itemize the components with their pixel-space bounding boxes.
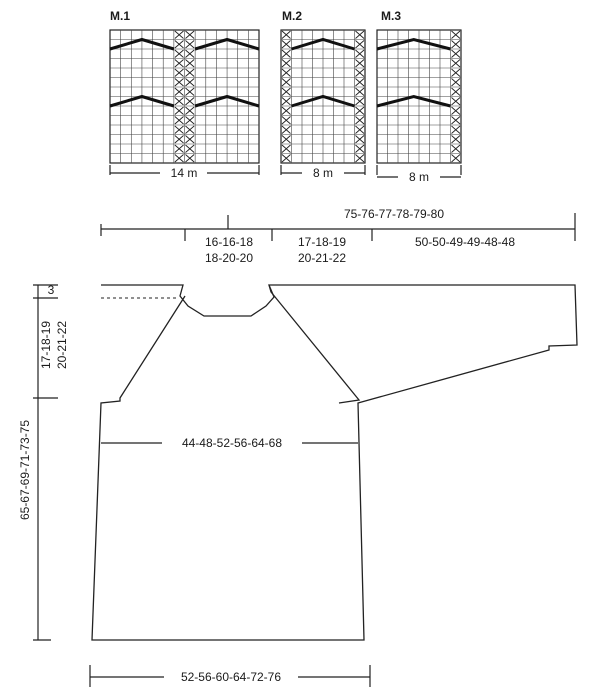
cross-cell bbox=[186, 41, 195, 49]
chart-m1-width-dimension bbox=[110, 165, 259, 180]
cross-cell bbox=[282, 41, 291, 49]
cross-cell bbox=[175, 79, 184, 87]
cross-cell bbox=[282, 145, 291, 153]
cross-cell bbox=[175, 50, 184, 58]
cross-cell bbox=[186, 155, 195, 163]
cross-cell bbox=[282, 88, 291, 96]
cross-cell bbox=[452, 117, 461, 125]
cross-cell bbox=[356, 155, 365, 163]
hem-width-label: 52-56-60-64-72-76 bbox=[180, 670, 282, 684]
cross-cell bbox=[186, 79, 195, 87]
sleeve-length-label: 50-50-49-49-48-48 bbox=[414, 235, 516, 249]
cross-cell bbox=[175, 145, 184, 153]
cross-cell bbox=[356, 50, 365, 58]
cross-cell bbox=[175, 69, 184, 77]
cross-cell bbox=[282, 60, 291, 68]
cross-cell bbox=[452, 155, 461, 163]
cross-cell bbox=[356, 126, 365, 134]
cross-cell bbox=[186, 126, 195, 134]
cross-cell bbox=[282, 155, 291, 163]
cross-cell bbox=[282, 69, 291, 77]
chart-m3-grid bbox=[377, 30, 461, 163]
cross-cell bbox=[356, 79, 365, 87]
cross-cell bbox=[175, 136, 184, 144]
cross-cell bbox=[452, 79, 461, 87]
cross-cell bbox=[186, 31, 195, 39]
cross-cell bbox=[282, 136, 291, 144]
cross-cell bbox=[356, 107, 365, 115]
neck-depth-label: 3 bbox=[47, 283, 55, 297]
chart-m3-title: M.3 bbox=[381, 9, 402, 23]
cross-cell bbox=[175, 41, 184, 49]
cross-cell bbox=[186, 107, 195, 115]
cross-cell bbox=[356, 98, 365, 106]
cross-cell bbox=[175, 126, 184, 134]
neck-width-label-line1: 16-16-18 bbox=[204, 235, 254, 249]
chest-width-label: 44-48-52-56-64-68 bbox=[181, 436, 283, 450]
neck-width-label-line2: 18-20-20 bbox=[204, 251, 254, 265]
cross-cell bbox=[452, 60, 461, 68]
chart-m1-grid bbox=[110, 30, 259, 163]
chart-m1-title: M.1 bbox=[110, 9, 131, 23]
cross-cell bbox=[186, 98, 195, 106]
cross-cell bbox=[452, 31, 461, 39]
cross-cell bbox=[186, 60, 195, 68]
cross-cell bbox=[356, 31, 365, 39]
chart-m2-width-label: 8 m bbox=[312, 166, 334, 180]
cross-cell bbox=[356, 69, 365, 77]
cross-cell bbox=[282, 117, 291, 125]
cross-cell bbox=[452, 145, 461, 153]
cross-cell bbox=[282, 107, 291, 115]
chart-m2-title: M.2 bbox=[282, 9, 303, 23]
cross-cell bbox=[452, 69, 461, 77]
cross-cell bbox=[175, 98, 184, 106]
cross-cell bbox=[175, 117, 184, 125]
cross-cell bbox=[175, 107, 184, 115]
garment-outline bbox=[92, 285, 577, 640]
yoke-length-label-line2: 20-21-22 bbox=[55, 320, 69, 370]
cross-cell bbox=[186, 50, 195, 58]
chart-m3-width-label: 8 m bbox=[408, 170, 430, 184]
yoke-length-label-line1: 17-18-19 bbox=[39, 320, 53, 370]
cross-cell bbox=[356, 145, 365, 153]
cross-cell bbox=[282, 50, 291, 58]
cross-cell bbox=[356, 41, 365, 49]
cross-cell bbox=[452, 136, 461, 144]
cross-cell bbox=[452, 50, 461, 58]
cross-cell bbox=[186, 88, 195, 96]
chart-m3-width-dimension bbox=[377, 165, 461, 184]
total-width-label: 75-76-77-78-79-80 bbox=[343, 207, 445, 221]
cross-cell bbox=[452, 126, 461, 134]
cross-cell bbox=[282, 31, 291, 39]
cross-cell bbox=[282, 126, 291, 134]
cross-cell bbox=[452, 107, 461, 115]
cross-cell bbox=[186, 117, 195, 125]
pattern-zigzag-line bbox=[377, 40, 451, 50]
cross-cell bbox=[186, 136, 195, 144]
cross-cell bbox=[186, 145, 195, 153]
cross-cell bbox=[282, 79, 291, 87]
cross-cell bbox=[452, 41, 461, 49]
cross-cell bbox=[356, 88, 365, 96]
cross-cell bbox=[452, 98, 461, 106]
cross-cell bbox=[356, 60, 365, 68]
cross-cell bbox=[356, 117, 365, 125]
chart-m2-width-dimension bbox=[281, 165, 365, 180]
cross-cell bbox=[175, 155, 184, 163]
cross-cell bbox=[175, 60, 184, 68]
cross-cell bbox=[282, 98, 291, 106]
cross-cell bbox=[186, 69, 195, 77]
cross-cell bbox=[175, 88, 184, 96]
raglan-width-label-line1: 17-18-19 bbox=[297, 235, 347, 249]
pattern-zigzag-line bbox=[377, 97, 451, 107]
chart-m1-width-label: 14 m bbox=[170, 166, 198, 180]
raglan-width-label-line2: 20-21-22 bbox=[297, 251, 347, 265]
chart-m2-grid bbox=[281, 30, 365, 163]
cross-cell bbox=[356, 136, 365, 144]
cross-cell bbox=[452, 88, 461, 96]
total-length-label: 65-67-69-71-73-75 bbox=[18, 419, 32, 521]
cross-cell bbox=[175, 31, 184, 39]
